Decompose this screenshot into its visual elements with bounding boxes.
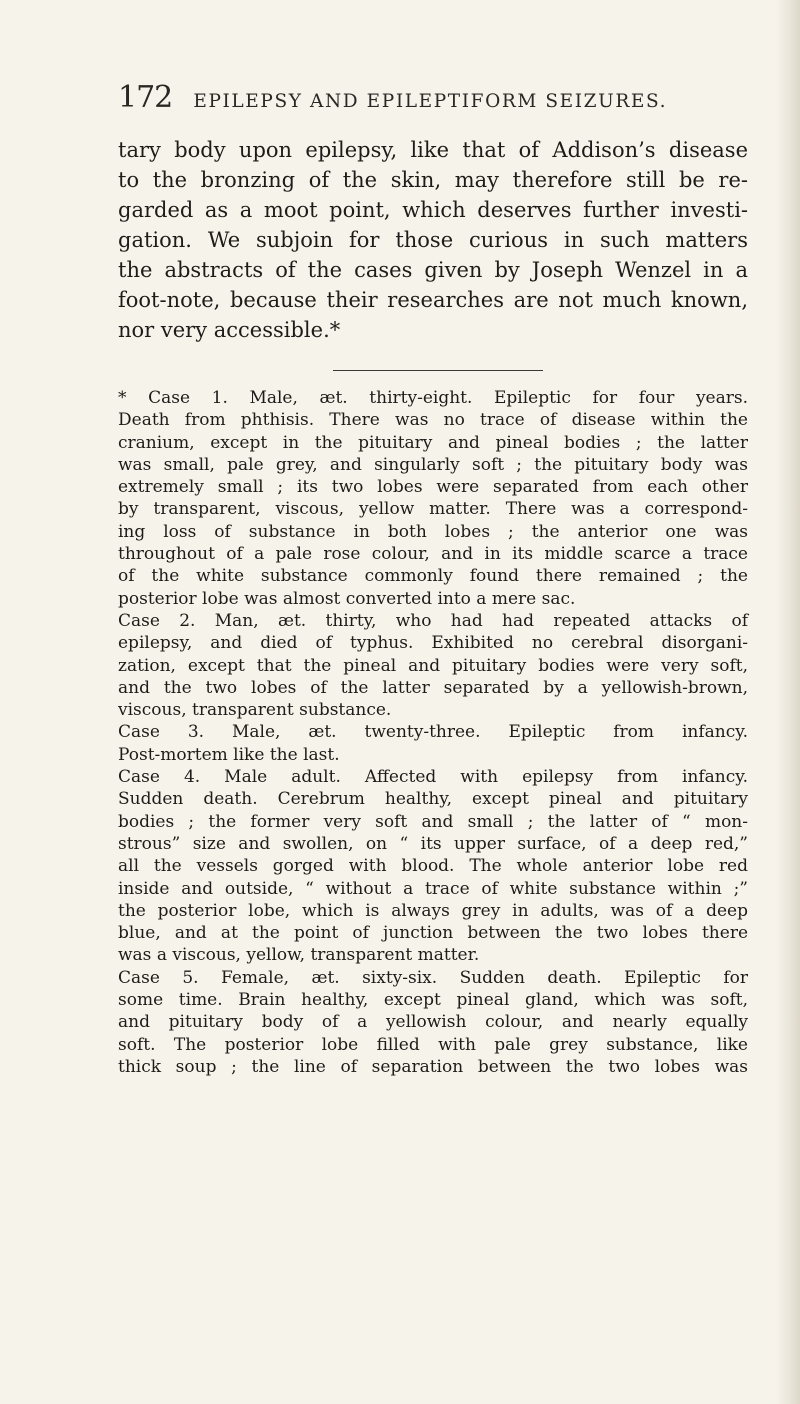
footnote-line: throughout of a pale rose colour, and in its middle scarce a trace <box>118 544 748 565</box>
footnote-line: epilepsy, and died of typhus. Exhibited no cerebral disorgani- <box>118 633 748 654</box>
running-title: EPILEPSY AND EPILEPTIFORM SEIZURES. <box>193 91 668 112</box>
footnote-line: Case 3. Male, æt. twenty-three. Epileptic from infancy. <box>118 722 748 743</box>
footnote-line: by transparent, viscous, yellow matter. There was a correspond- <box>118 499 748 520</box>
body-line: nor very accessible.* <box>118 318 341 342</box>
footnote-line: extremely small ; its two lobes were separated from each other <box>118 477 748 498</box>
footnote-line: all the vessels gorged with blood. The whole anterior lobe red <box>118 856 748 877</box>
page-edge-shadow <box>776 0 800 1404</box>
footnote-line: inside and outside, “ without a trace of white substance within ;” <box>118 878 748 899</box>
body-line: foot-note, because their researches are not much known, <box>118 288 748 312</box>
running-head <box>118 80 667 124</box>
footnote-line: Post-mortem like the last. <box>118 744 340 765</box>
body-line: the abstracts of the cases given by Joseph Wenzel in a <box>118 258 748 282</box>
footnote-line: * Case 1. Male, æt. thirty-eight. Epileptic for four years. <box>118 388 748 408</box>
footnote-line: ing loss of substance in both lobes ; the anterior one was <box>118 521 748 542</box>
footnote-line: zation, except that the pineal and pituitary bodies were very soft, <box>118 655 748 676</box>
footnote-line: of the white substance commonly found there remained ; the <box>118 566 748 587</box>
footnote-line: Case 2. Man, æt. thirty, who had had repeated attacks of <box>118 610 748 631</box>
body-line: tary body upon epilepsy, like that of Addison’s disease <box>118 138 748 162</box>
footnote-line: soft. The posterior lobe filled with pale grey substance, like <box>118 1034 748 1055</box>
footnote-line: strous” size and swollen, on “ its upper surface, of a deep red,” <box>118 833 748 854</box>
footnote-line: thick soup ; the line of separation between the two lobes was <box>118 1056 748 1077</box>
footnote-line: blue, and at the point of junction between the two lobes there <box>118 923 748 944</box>
footnote-line: was small, pale grey, and singularly soft ; the pituitary body was <box>118 454 748 475</box>
footnote-line: Case 4. Male adult. Affected with epilepsy from infancy. <box>118 767 748 788</box>
footnote-line: was a viscous, yellow, transparent matter. <box>118 945 480 966</box>
footnote-line: and pituitary body of a yellowish colour, and nearly equally <box>118 1012 748 1033</box>
footnote-line: and the two lobes of the latter separated by a yellowish-brown, <box>118 677 748 698</box>
footnote-line: some time. Brain healthy, except pineal gland, which was soft, <box>118 990 748 1011</box>
body-paragraph <box>118 135 748 345</box>
body-line: to the bronzing of the skin, may therefore still be re- <box>118 168 748 192</box>
page-number: 172 <box>118 80 173 115</box>
footnote-line: cranium, except in the pituitary and pineal bodies ; the latter <box>118 432 748 453</box>
footnote-line: viscous, transparent substance. <box>118 700 392 721</box>
body-line: gation. We subjoin for those curious in such matters <box>118 228 748 252</box>
footnote-line: the posterior lobe, which is always grey in adults, was of a deep <box>118 900 748 921</box>
footnote-line: bodies ; the former very soft and small ; the latter of “ mon- <box>118 811 748 832</box>
footnote-line: Death from phthisis. There was no trace of disease within the <box>118 410 748 431</box>
footnote-line: Sudden death. Cerebrum healthy, except pineal and pituitary <box>118 789 748 810</box>
body-line: garded as a moot point, which deserves further investi- <box>118 198 748 222</box>
footnote <box>118 387 748 1078</box>
footnote-line: Case 5. Female, æt. sixty-six. Sudden death. Epileptic for <box>118 967 748 988</box>
footnote-line: posterior lobe was almost converted into a mere sac. <box>118 588 576 609</box>
footnote-divider <box>333 370 543 371</box>
